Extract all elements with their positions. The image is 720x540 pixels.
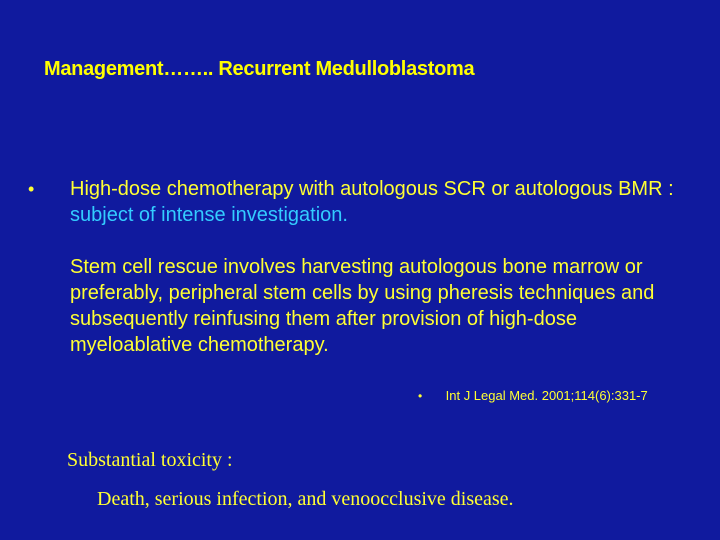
- slide-title: Management…….. Recurrent Medulloblastoma: [44, 58, 475, 80]
- reference-citation: [418, 388, 648, 403]
- bullet-content: [70, 176, 692, 358]
- first-paragraph: [70, 176, 692, 228]
- reference-text: Int J Legal Med. 2001;114(6):331-7: [445, 388, 648, 403]
- bullet-icon: •: [28, 179, 35, 199]
- paragraph-spacer: [70, 228, 692, 254]
- toxicity-label: Substantial toxicity :: [67, 449, 233, 471]
- main-bullet-row: [28, 176, 692, 358]
- first-paragraph-text: High-dose chemotherapy with autologous SCR or autologous BMR :: [70, 178, 674, 200]
- main-bullet-block: [28, 176, 692, 358]
- toxicity-details: Death, serious infection, and venoocclusive disease.: [97, 488, 514, 510]
- second-paragraph: Stem cell rescue involves harvesting autologous bone marrow or preferably, peripheral stem cells by using pheresis techniques and subsequently reinfusing them after provision of high-dose myeloablative chemotherapy.: [70, 256, 655, 356]
- reference-bullet-icon: •: [418, 389, 423, 403]
- investigation-highlight: subject of intense investigation.: [70, 204, 348, 226]
